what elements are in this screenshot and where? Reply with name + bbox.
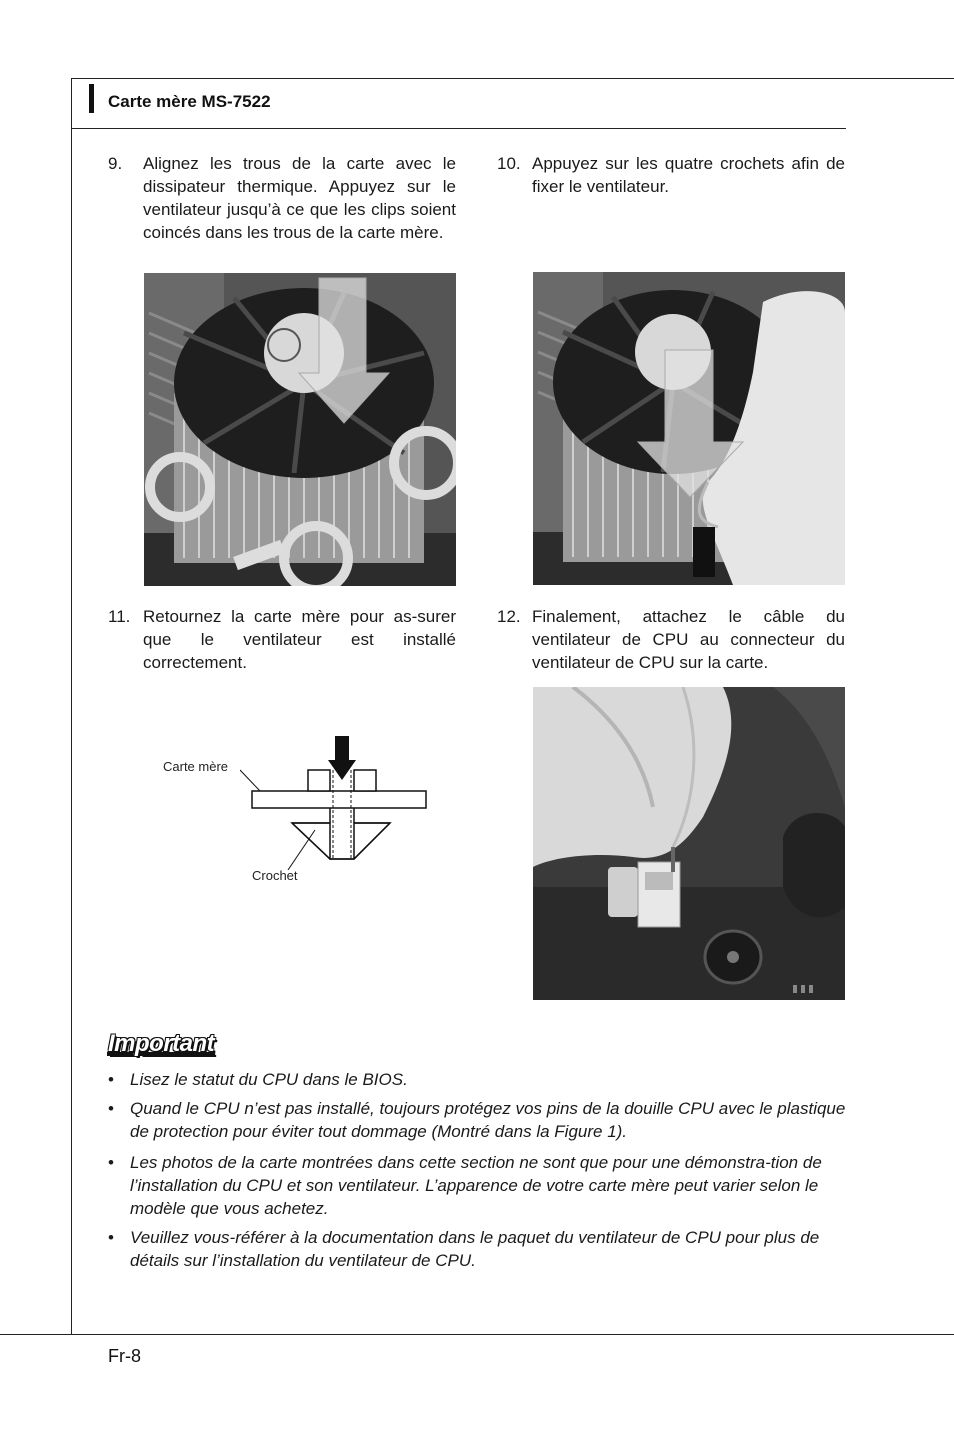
photo-cooler-alignment <box>144 273 456 586</box>
important-bullet <box>108 1097 848 1143</box>
footer-rule <box>0 1334 954 1335</box>
important-bullet <box>108 1068 848 1091</box>
bullet-dot: • <box>108 1153 114 1172</box>
hook-diagram <box>240 730 440 870</box>
step-number: 10. <box>497 154 521 173</box>
step-number: 9. <box>108 154 123 173</box>
page-number: Fr-8 <box>108 1346 141 1366</box>
bullet-dot: • <box>108 1099 114 1118</box>
bullet-text: Veuillez vous-référer à la documentation dans le paquet du ventilateur de CPU pour plus de détails sur l’installation du ventilateur de CPU. <box>130 1228 820 1270</box>
top-rule <box>71 78 954 79</box>
important-bullet <box>108 1151 848 1220</box>
diagram-label-board: Carte mère <box>163 759 229 774</box>
header-marker-bar <box>89 84 94 113</box>
page-header-title: Carte mère MS-7522 <box>108 92 271 111</box>
step-number: 11. <box>108 607 131 626</box>
diagram-label-hook: Crochet <box>252 868 298 883</box>
important-heading: Important <box>108 1030 215 1057</box>
step-text: Finalement, attachez le câble du ventilateur de CPU au connecteur du ventilateur de CPU sur la carte. <box>532 607 845 672</box>
bullet-dot: • <box>108 1070 114 1089</box>
bullet-dot: • <box>108 1228 114 1247</box>
step-number: 12. <box>497 607 521 626</box>
bullet-text: Quand le CPU n’est pas installé, toujours protégez vos pins de la douille CPU avec le plastique de protection pour éviter tout dommage (Montré dans la Figure 1). <box>130 1099 846 1141</box>
photo-fan-connector <box>533 687 845 1000</box>
step-text: Appuyez sur les quatre crochets afin de fixer le ventilateur. <box>532 154 845 196</box>
important-bullet <box>108 1226 848 1272</box>
step-text: Alignez les trous de la carte avec le dissipateur thermique. Appuyez sur le ventilateur jusqu’à ce que les clips soient coincés dans les trous de la carte mère. <box>143 154 456 242</box>
bullet-text: Lisez le statut du CPU dans le BIOS. <box>130 1070 408 1089</box>
step-text: Retournez la carte mère pour as-surer que le ventilateur est installé correctement. <box>143 607 456 672</box>
header-rule <box>71 128 846 129</box>
left-margin-rule <box>71 78 72 1335</box>
bullet-text: Les photos de la carte montrées dans cette section ne sont que pour une démonstra-tion de l’installation du CPU et son ventilateur. L’apparence de votre carte mère peut varier selon le modèle que vous achetez. <box>130 1153 822 1218</box>
photo-press-hooks <box>533 272 845 585</box>
